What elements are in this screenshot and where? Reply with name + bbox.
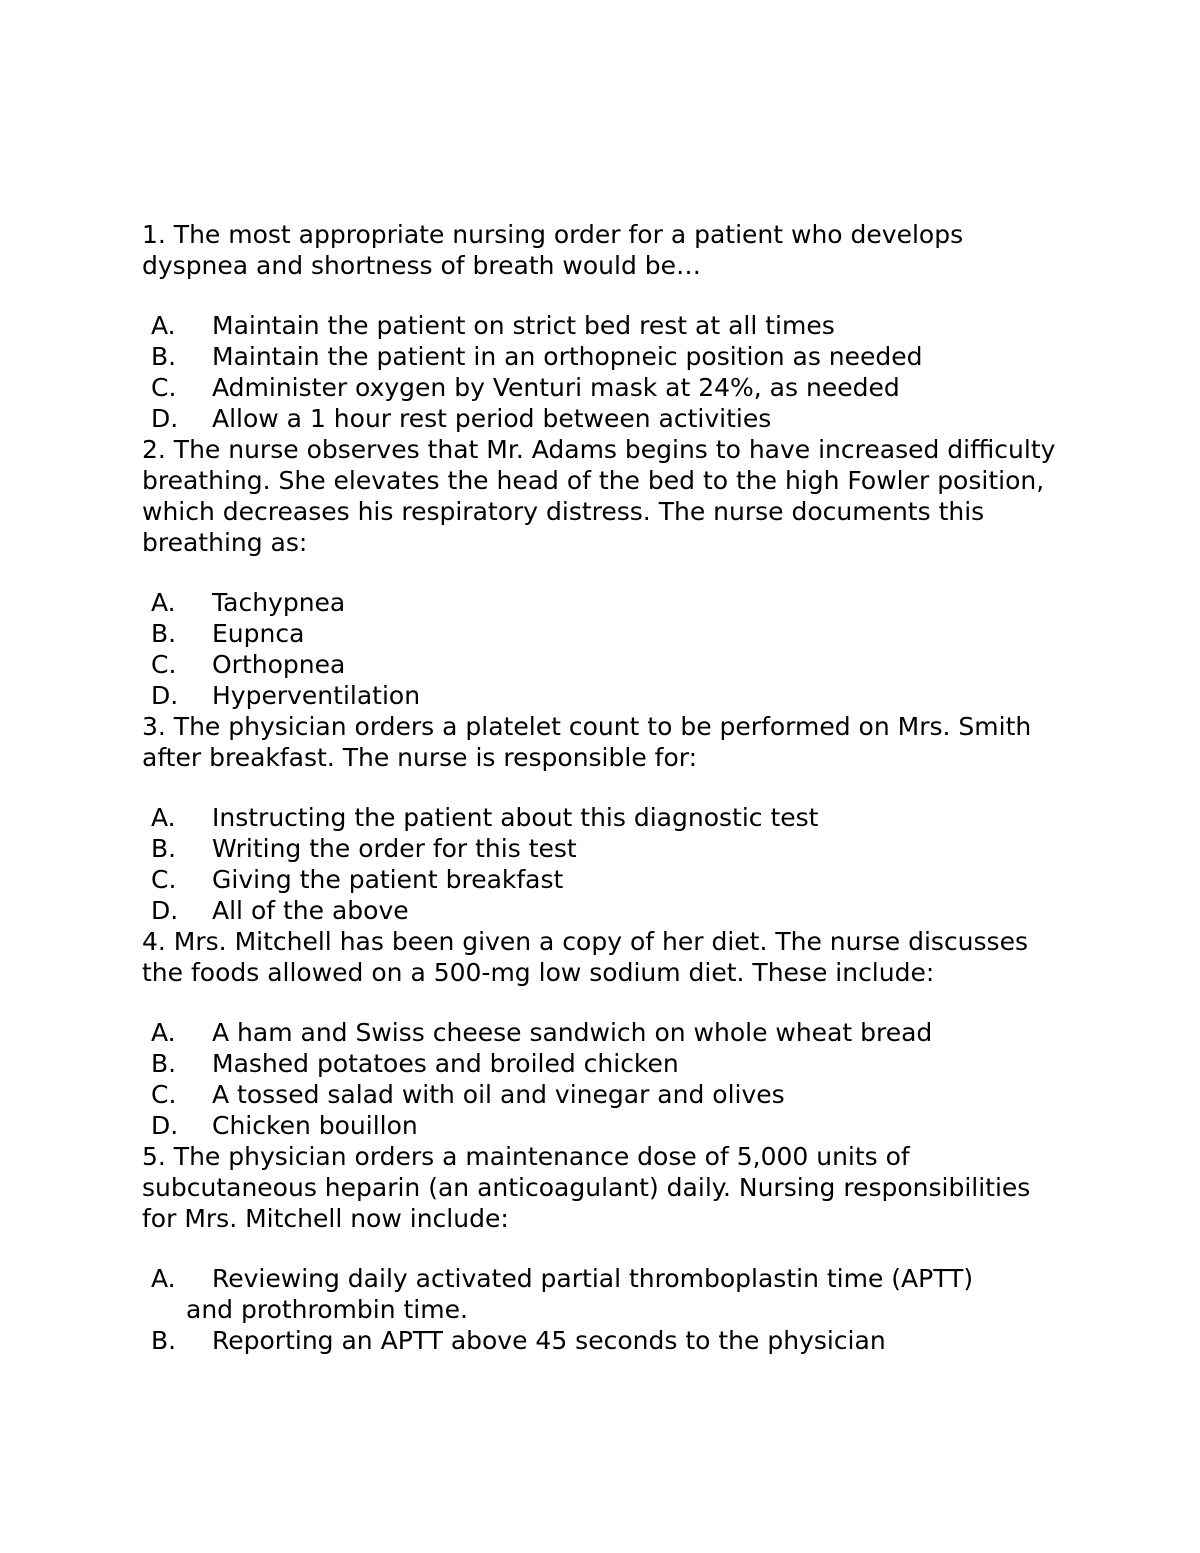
option-a [142,1263,1062,1325]
option-text: Mashed potatoes and broiled chicken [212,1049,679,1078]
option-b [142,833,1062,864]
option-b [142,1325,1062,1356]
option-text: Reporting an APTT above 45 seconds to the physician [212,1326,886,1355]
option-letter: B. [151,342,177,371]
option-a [142,587,1062,618]
option-text-continuation: and prothrombin time. [186,1295,468,1324]
option-letter: C. [151,373,177,402]
option-letter: A. [151,588,176,617]
option-letter: D. [151,896,179,925]
question-text: 3. The physician orders a platelet count to be performed on Mrs. Smith after breakfast. The nurse is responsible for: [142,712,1032,772]
question-text: 2. The nurse observes that Mr. Adams begins to have increased difficulty breathing. She elevates the head of the bed to the high Fowler position, which decreases his respiratory distress. The nurse documents this breathing as: [142,435,1056,557]
option-text: Maintain the patient on strict bed rest at all times [212,311,835,340]
option-a [142,1017,1062,1048]
option-letter: A. [151,803,176,832]
option-letter: D. [151,681,179,710]
question-text: 5. The physician orders a maintenance dose of 5,000 units of subcutaneous heparin (an anticoagulant) daily. Nursing responsibilities for Mrs. Mitchell now include: [142,1142,1031,1233]
answer-options [142,587,1062,711]
option-text: Orthopnea [212,650,346,679]
option-text: A tossed salad with oil and vinegar and olives [212,1080,785,1109]
document-page [142,219,1062,1356]
answer-options [142,1263,1062,1356]
question-1 [142,219,1062,434]
option-text: Allow a 1 hour rest period between activities [212,404,772,433]
option-d [142,680,1062,711]
option-text: A ham and Swiss cheese sandwich on whole wheat bread [212,1018,933,1047]
option-c [142,372,1062,403]
option-text: Eupnca [212,619,305,648]
option-b [142,1048,1062,1079]
question-text: 1. The most appropriate nursing order for a patient who develops dyspnea and shortness of breath would be… [142,220,964,280]
option-letter: C. [151,1080,177,1109]
option-letter: B. [151,1326,177,1355]
answer-options [142,802,1062,926]
option-letter: D. [151,404,179,433]
answer-options [142,1017,1062,1141]
question-3 [142,711,1062,926]
option-b [142,618,1062,649]
option-d [142,1110,1062,1141]
question-5 [142,1141,1062,1356]
option-text: Reviewing daily activated partial thromboplastin time (APTT) [212,1264,974,1293]
question-text: 4. Mrs. Mitchell has been given a copy of her diet. The nurse discusses the foods allowed on a 500-mg low sodium diet. These include: [142,927,1028,987]
question-2 [142,434,1062,711]
option-letter: B. [151,834,177,863]
option-text: Administer oxygen by Venturi mask at 24%, as needed [212,373,900,402]
option-text: Tachypnea [212,588,346,617]
option-d [142,895,1062,926]
option-letter: C. [151,865,177,894]
option-a [142,310,1062,341]
option-letter: D. [151,1111,179,1140]
option-d [142,403,1062,434]
option-text: Instructing the patient about this diagnostic test [212,803,819,832]
option-text: Hyperventilation [212,681,421,710]
answer-options [142,310,1062,434]
option-letter: A. [151,311,176,340]
question-4 [142,926,1062,1141]
option-letter: B. [151,619,177,648]
option-text: Chicken bouillon [212,1111,418,1140]
option-c [142,1079,1062,1110]
option-c [142,649,1062,680]
option-text: Maintain the patient in an orthopneic position as needed [212,342,923,371]
option-c [142,864,1062,895]
option-a [142,802,1062,833]
option-b [142,341,1062,372]
option-letter: A. [151,1018,176,1047]
option-letter: B. [151,1049,177,1078]
option-letter: A. [151,1264,176,1293]
option-letter: C. [151,650,177,679]
option-text: Giving the patient breakfast [212,865,564,894]
option-text: All of the above [212,896,409,925]
option-text: Writing the order for this test [212,834,577,863]
